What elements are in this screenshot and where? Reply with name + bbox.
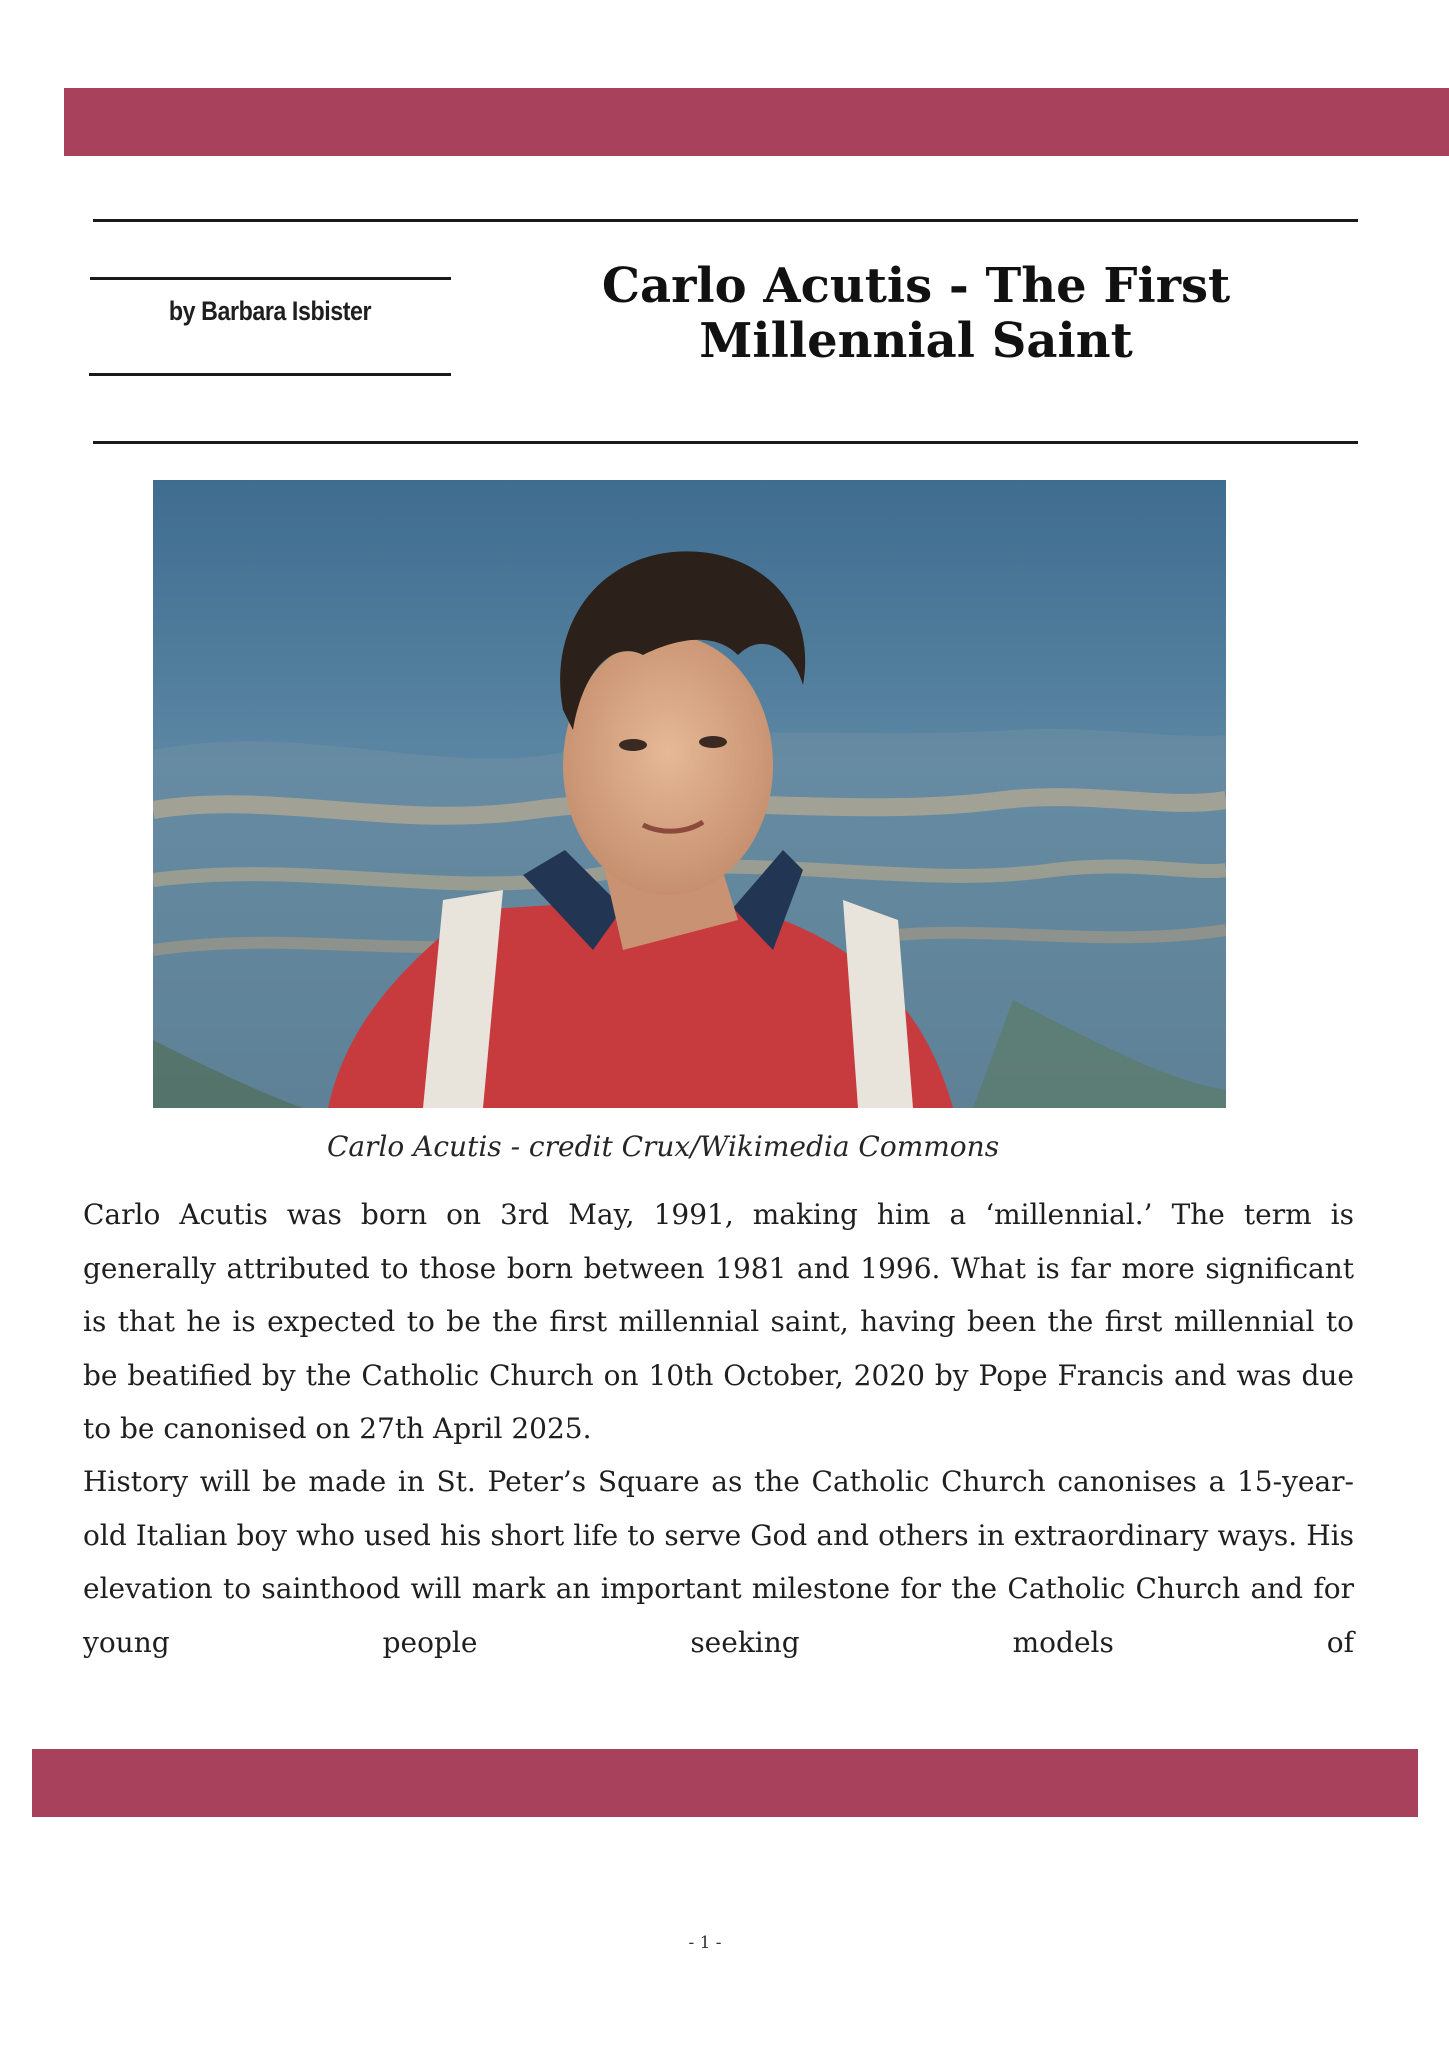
article-photo <box>153 480 1226 1108</box>
byline-rule-bottom <box>89 373 451 376</box>
article-title: Carlo Acutis - The First Millennial Saint <box>601 258 1231 369</box>
title-rule-bottom <box>93 441 1358 444</box>
article-paragraph-2: History will be made in St. Peter’s Square as the Catholic Church canonises a 15-year-old Italian boy who used his short life to serve God and others in extraordinary ways. His elevation to sainthood will mark an important milestone for the Catholic Church and for young people seeking models of <box>83 1465 1354 1659</box>
footer-accent-band <box>32 1749 1418 1817</box>
header-accent-band <box>64 88 1449 156</box>
photo-caption: Carlo Acutis - credit Crux/Wikimedia Commons <box>326 1130 1000 1163</box>
page-number: - 1 - <box>688 1933 722 1953</box>
author-byline: by Barbara Isbister <box>168 296 372 326</box>
title-rule-top <box>93 219 1358 222</box>
article-paragraph-1: Carlo Acutis was born on 3rd May, 1991, making him a ‘millennial.’ The term is generally attributed to those born between 1981 and 1996. What is far more significant is that he is expected to be the first millennial saint, having been the first millennial to be beatified by the Catholic Church on 10th October, 2020 by Pope Francis and was due to be canonised on 27th April 2025. <box>83 1198 1354 1445</box>
byline-rule-top <box>90 277 451 280</box>
